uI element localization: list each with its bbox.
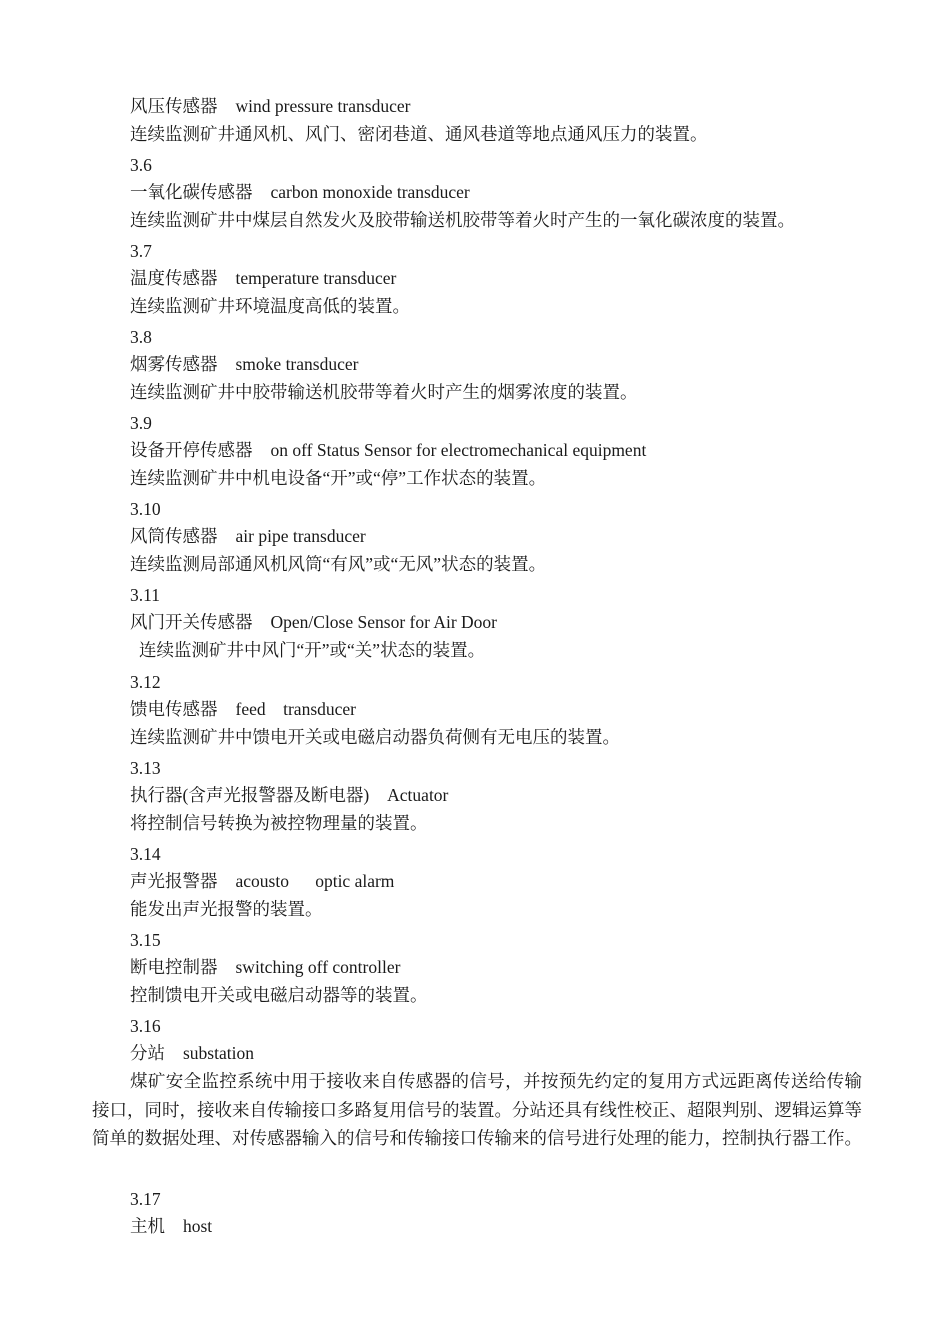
term-en: carbon monoxide transducer: [270, 182, 470, 202]
term-en: substation: [183, 1043, 254, 1063]
section-number: 3.6: [130, 155, 152, 175]
term-zh: 风压传感器: [130, 96, 218, 116]
term-zh: 声光报警器: [130, 871, 218, 891]
term-heading: [130, 1215, 212, 1237]
section-number: 3.9: [130, 413, 152, 433]
term-definition: 连续监测矿井中机电设备“开”或“停”工作状态的装置。: [130, 468, 547, 488]
term-definition: 连续监测矿井中煤层自然发火及胶带输送机胶带等着火时产生的一氧化碳浓度的装置。: [130, 210, 795, 230]
term-en: on off Status Sensor for electromechanical equipment: [270, 440, 647, 460]
term-definition-paragraph: 煤矿安全监控系统中用于接收来自传感器的信号，并按预先约定的复用方式远距离传送给传输接口，同时，接收来自传输接口多路复用信号的装置。分站还具有线性校正、超限判别、逻辑运算等简单的数据处理、对传感器输入的信号和传输接口传输来的信号进行处理的能力，控制执行器工作。: [92, 1071, 862, 1149]
term-en: host: [183, 1216, 213, 1236]
term-definition: 控制馈电开关或电磁启动器等的装置。: [130, 985, 428, 1005]
section-number: 3.8: [130, 327, 152, 347]
term-zh: 执行器(含声光报警器及断电器): [130, 785, 370, 805]
term-zh: 馈电传感器: [130, 699, 218, 719]
term-en: wind pressure transducer: [235, 96, 411, 116]
term-definition: 连续监测矿井中馈电开关或电磁启动器负荷侧有无电压的装置。: [130, 727, 620, 747]
term-definition: 将控制信号转换为被控物理量的装置。: [130, 813, 428, 833]
section-number: 3.15: [130, 930, 161, 950]
term-en: smoke transducer: [235, 354, 359, 374]
section-number: 3.13: [130, 758, 161, 778]
term-definition: 能发出声光报警的装置。: [130, 899, 323, 919]
section-number: 3.7: [130, 241, 152, 261]
term-heading: [130, 353, 358, 375]
term-zh: 风筒传感器: [130, 526, 218, 546]
term-zh: 温度传感器: [130, 268, 218, 288]
term-heading: [130, 956, 400, 978]
term-en: switching off controller: [235, 957, 401, 977]
term-heading: [130, 181, 470, 203]
term-definition: 连续监测局部通风机风筒“有风”或“无风”状态的装置。: [130, 554, 547, 574]
term-heading: [130, 611, 497, 633]
section-number: 3.17: [130, 1189, 161, 1209]
term-definition: 连续监测矿井通风机、风门、密闭巷道、通风巷道等地点通风压力的装置。: [130, 124, 708, 144]
term-heading: [130, 95, 410, 117]
term-heading: [130, 439, 646, 461]
term-heading: [130, 1042, 254, 1064]
term-en: Open/Close Sensor for Air Door: [270, 612, 498, 632]
term-zh: 烟雾传感器: [130, 354, 218, 374]
section-number: 3.16: [130, 1016, 161, 1036]
term-zh: 主机: [130, 1216, 165, 1236]
term-definition: 连续监测矿井中风门“开”或“关”状态的装置。: [139, 640, 486, 660]
term-zh: 设备开停传感器: [130, 440, 253, 460]
term-heading: [130, 698, 356, 720]
term-en: temperature transducer: [235, 268, 397, 288]
term-definition: 连续监测矿井中胶带输送机胶带等着火时产生的烟雾浓度的装置。: [130, 382, 638, 402]
term-definition: 连续监测矿井环境温度高低的装置。: [130, 296, 410, 316]
term-heading: [130, 870, 394, 892]
term-en: air pipe transducer: [235, 526, 366, 546]
term-en: acousto optic alarm: [235, 871, 395, 891]
section-number: 3.10: [130, 499, 161, 519]
section-number: 3.14: [130, 844, 161, 864]
term-zh: 分站: [130, 1043, 165, 1063]
term-heading: [130, 525, 366, 547]
section-number: 3.11: [130, 585, 160, 605]
term-en: feed transducer: [235, 699, 356, 719]
term-heading: [130, 267, 396, 289]
term-heading: [130, 784, 448, 806]
term-zh: 风门开关传感器: [130, 612, 253, 632]
term-zh: 断电控制器: [130, 957, 218, 977]
term-en: Actuator: [387, 785, 449, 805]
term-zh: 一氧化碳传感器: [130, 182, 253, 202]
section-number: 3.12: [130, 672, 161, 692]
